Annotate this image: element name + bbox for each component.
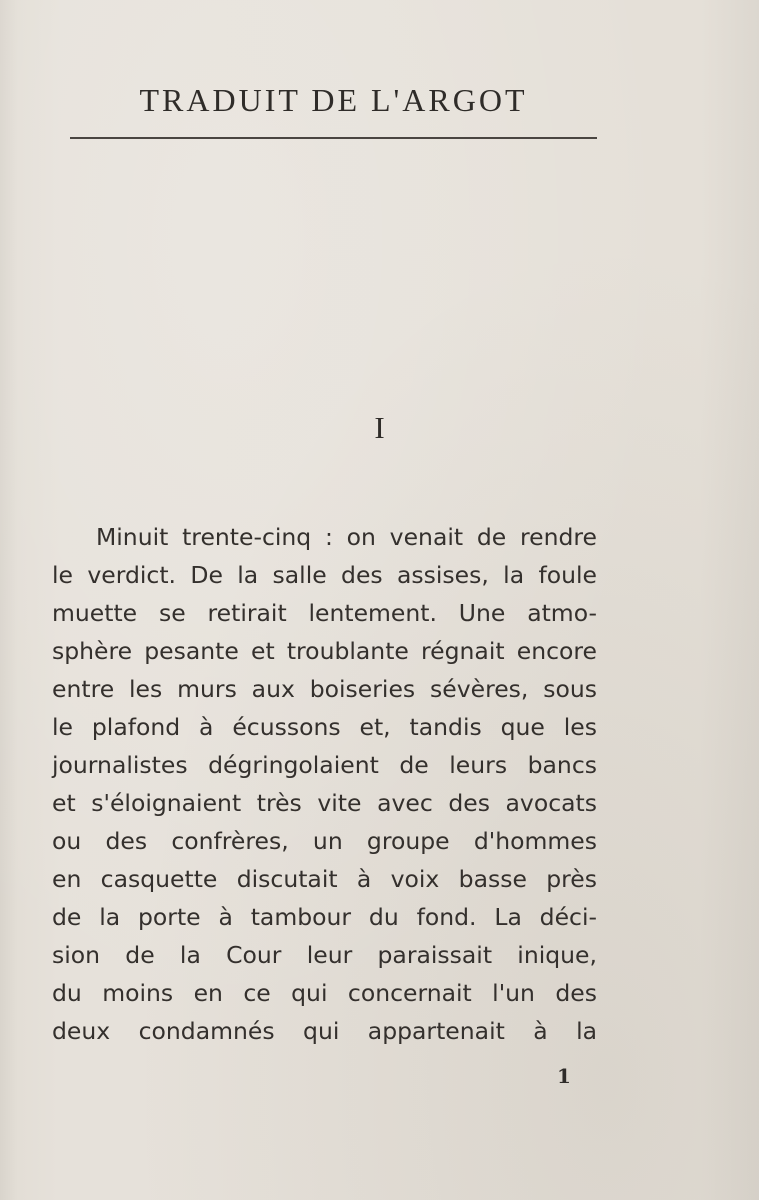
paragraph-line: entre les murs aux boiseries sévères, sous (52, 675, 597, 703)
paragraph (52, 518, 597, 1050)
header-rule (70, 137, 597, 139)
paragraph-line: du moins en ce qui concernait l'un des (52, 979, 597, 1007)
paragraph-line: deux condamnés qui appartenait à la (52, 1017, 597, 1045)
paragraph-line: de la porte à tambour du fond. La déci- (52, 903, 597, 931)
paragraph-line: sion de la Cour leur paraissait inique, (52, 941, 597, 969)
paragraph-line: journalistes dégringolaient de leurs bancs (52, 751, 597, 779)
paragraph-line: ou des confrères, un groupe d'hommes (52, 827, 597, 855)
page-number: 1 (557, 1064, 571, 1088)
paragraph-line: en casquette discutait à voix basse près (52, 865, 597, 893)
paragraph-line: et s'éloignaient très vite avec des avocats (52, 789, 597, 817)
paragraph-line: le verdict. De la salle des assises, la foule (52, 561, 597, 589)
paragraph-line: Minuit trente-cinq : on venait de rendre (96, 523, 597, 551)
paragraph-line: muette se retirait lentement. Une atmo- (52, 599, 597, 627)
running-head: TRADUIT DE L'ARGOT (139, 82, 528, 118)
paragraph-line: sphère pesante et troublante régnait encore (52, 637, 597, 665)
paragraph-line: le plafond à écussons et, tandis que les (52, 713, 597, 741)
chapter-number: I (374, 410, 385, 445)
